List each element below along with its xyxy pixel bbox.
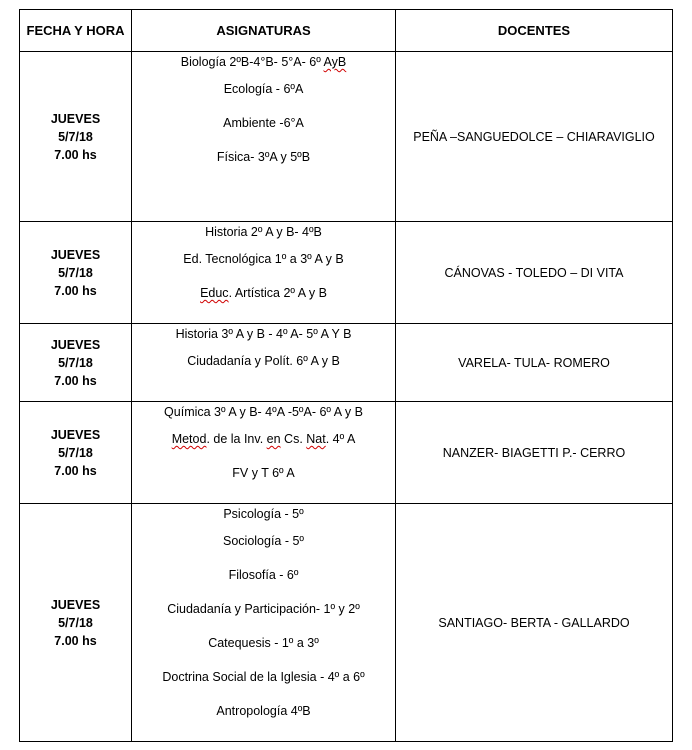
time-label: 7.00 hs [54,463,97,478]
subject-item: Historia 2º A y B- 4ºB [205,225,322,239]
subject-item: Antropología 4ºB [216,704,311,718]
subjects-cell [132,504,396,742]
time-label: 7.00 hs [54,283,97,298]
date-label: 5/7/18 [58,265,93,280]
date-label: 5/7/18 [58,445,93,460]
subject-item: Psicología - 5º [223,507,304,521]
subject-item: Ed. Tecnológica 1º a 3º A y B [183,252,344,266]
subjects-cell [132,402,396,504]
teachers-cell: VARELA- TULA- ROMERO [396,324,673,402]
header-row [20,10,673,52]
header-date-time: FECHA Y HORA [20,10,132,52]
date-label: 5/7/18 [58,129,93,144]
subject-item: Historia 3º A y B - 4º A- 5º A Y B [175,327,352,341]
date-cell [20,324,132,402]
time-label: 7.00 hs [54,147,97,162]
exam-schedule-table [19,9,673,742]
time-label: 7.00 hs [54,373,97,388]
teachers-cell: SANTIAGO- BERTA - GALLARDO [396,504,673,742]
table-row [20,222,673,324]
subject-item: Biología 2ºB-4°B- 5°A- 6º AyB [180,55,347,69]
subject-item: Filosofía - 6º [228,568,299,582]
subject-item: Ciudadanía y Participación- 1º y 2º [167,602,360,616]
subjects-cell [132,52,396,222]
subject-item: Ambiente -6°A [223,116,304,130]
subject-item: Ciudadanía y Polít. 6º A y B [187,354,340,368]
date-cell [20,504,132,742]
day-label: JUEVES [50,427,101,442]
subjects-cell [132,222,396,324]
date-cell [20,402,132,504]
date-cell [20,52,132,222]
table-row [20,504,673,742]
day-label: JUEVES [50,337,101,352]
table-row [20,402,673,504]
date-cell [20,222,132,324]
header-teachers: DOCENTES [396,10,673,52]
date-label: 5/7/18 [58,355,93,370]
subject-item: Ecología - 6ºA [223,82,304,96]
subject-item: Metod. de la Inv. en Cs. Nat. 4º A [171,432,356,446]
subject-item: Catequesis - 1º a 3º [208,636,319,650]
header-subjects: ASIGNATURAS [132,10,396,52]
subject-item: Educ. Artística 2º A y B [200,286,327,300]
teachers-cell: CÁNOVAS - TOLEDO – DI VITA [396,222,673,324]
day-label: JUEVES [50,247,101,262]
teachers-cell: NANZER- BIAGETTI P.- CERRO [396,402,673,504]
date-label: 5/7/18 [58,615,93,630]
subject-item: Química 3º A y B- 4ºA -5ºA- 6º A y B [164,405,363,419]
table-row [20,52,673,222]
subject-item: FV y T 6º A [232,466,295,480]
table-row [20,324,673,402]
subject-item: Sociología - 5º [223,534,304,548]
subject-item: Física- 3ºA y 5ºB [216,150,311,164]
time-label: 7.00 hs [54,633,97,648]
day-label: JUEVES [50,597,101,612]
subject-item: Doctrina Social de la Iglesia - 4º a 6º [162,670,365,684]
subjects-cell [132,324,396,402]
teachers-cell: PEÑA –SANGUEDOLCE – CHIARAVIGLIO [396,52,673,222]
day-label: JUEVES [50,111,101,126]
